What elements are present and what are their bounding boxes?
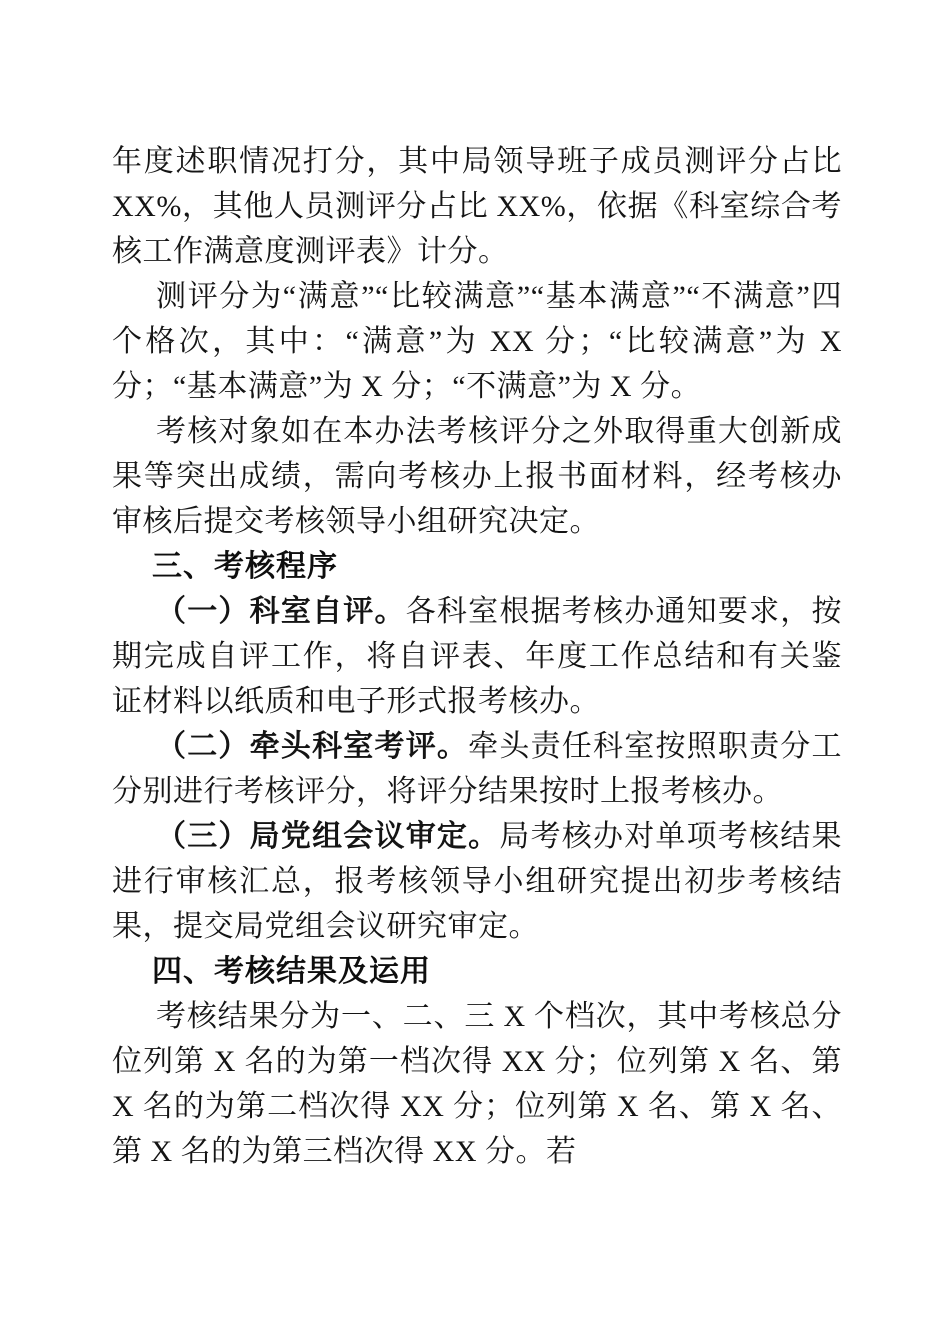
section-heading-assessment-procedure: 三、考核程序 xyxy=(152,550,338,583)
paragraph-self-evaluation xyxy=(112,589,842,724)
paragraph-innovation-results: 考核对象如在本办法考核评分之外取得重大创新成果等突出成绩，需向考核办上报书面材料，经考核办审核后提交考核领导小组研究决定。 xyxy=(112,415,842,538)
paragraph-lead: （二）牵头科室考评。 xyxy=(156,730,469,763)
document-body xyxy=(112,139,842,1174)
paragraph-text: 各科室根据考核办通知要求，按期完成自评工作，将自评表、年度工作总结和有关鉴证材料以纸质和电子形式报考核办。 xyxy=(112,595,843,718)
paragraph-text: 局考核办对单项考核结果进行审核汇总，报考核领导小组研究提出初步考核结果，提交局党组会议研究审定。 xyxy=(112,820,843,943)
paragraph-lead: （三）局党组会议审定。 xyxy=(156,820,500,853)
paragraph-continuation: 年度述职情况打分，其中局领导班子成员测评分占比 XX%，其他人员测评分占比 XX%，依据《科室综合考核工作满意度测评表》计分。 xyxy=(112,145,842,268)
paragraph-text: 牵头责任科室按照职责分工分别进行考核评分，将评分结果按时上报考核办。 xyxy=(112,730,843,808)
paragraph-result-tiers: 考核结果分为一、二、三 X 个档次，其中考核总分位列第 X 名的为第一档次得 XX 分；位列第 X 名、第 X 名的为第二档次得 XX 分；位列第 X 名、第 X 名、第 X 名的为第三档次得 XX 分。若 xyxy=(112,1000,842,1168)
paragraph-lead-department-review xyxy=(112,724,842,814)
section-heading-assessment-results: 四、考核结果及运用 xyxy=(152,955,431,988)
paragraph-party-group-review xyxy=(112,814,842,949)
paragraph-lead: （一）科室自评。 xyxy=(156,595,406,628)
paragraph-rating-grades: 测评分为“满意”“比较满意”“基本满意”“不满意”四个格次，其中：“满意”为 XX 分；“比较满意”为 X 分；“基本满意”为 X 分；“不满意”为 X 分。 xyxy=(112,280,842,403)
